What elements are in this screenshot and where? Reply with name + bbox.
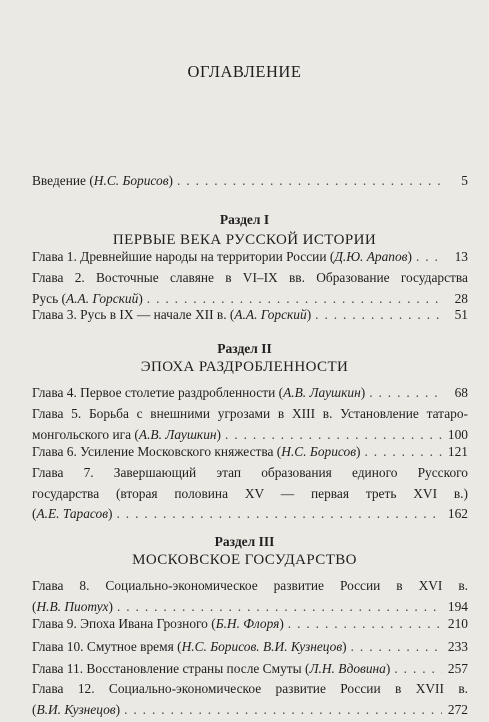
entry-author: Л.Н. Вдовина: [309, 661, 386, 676]
dot-leader: [124, 700, 442, 721]
entry-text: Глава 8. Социально-экономическое развитие России в XVI в.: [32, 578, 468, 593]
entry-text: монгольского ига (: [32, 426, 139, 442]
entry-author: Н.С. Борисов. В.И. Кузнецов: [181, 639, 343, 654]
toc-entry[interactable]: Глава 11. Восстановление страны после Смуты (Л.Н. Вдовина) . . . 257: [32, 659, 468, 680]
dot-leader: [351, 637, 442, 658]
entry-text: Глава 6. Усиление Московского княжества (: [32, 444, 282, 459]
toc-entry[interactable]: Глава 6. Усиление Московского княжества (Н.С. Борисов) . . . 121: [32, 442, 468, 463]
entry-author: А.Е. Тарасов: [36, 506, 109, 521]
page-number: 51: [454, 307, 468, 322]
entry-text: Глава 2. Восточные славяне в VI–IX вв. Образование государства: [32, 270, 468, 285]
page-number: 257: [447, 661, 468, 676]
entry-author: Н.С. Борисов: [93, 173, 169, 188]
dot-leader: [416, 247, 442, 268]
dot-leader: [288, 614, 442, 635]
entry-author: А.В. Лаушкин: [283, 385, 361, 400]
page-number: 13: [454, 249, 468, 264]
toc-entry[interactable]: Глава 1. Древнейшие народы на территории России (Д.Ю. Арапов) . . . 13: [32, 247, 468, 268]
entry-label: Введение: [32, 173, 86, 188]
page-number: 121: [447, 444, 468, 459]
entry-text: Глава 12. Социально-экономическое развитие России в XVII в.: [32, 681, 468, 696]
page-number: 5: [461, 173, 468, 188]
entry-author: Н.В. Пиотух: [36, 598, 109, 614]
section-label: Раздел I: [219, 212, 270, 227]
section-title: ПЕРВЫЕ ВЕКА РУССКОЙ ИСТОРИИ: [112, 232, 377, 248]
entry-text: государства (вторая половина XV — первая треть XVI в.): [32, 485, 468, 501]
entry-text: (: [32, 506, 37, 521]
page-number: 100: [447, 426, 468, 442]
section-label: Раздел III: [214, 534, 275, 549]
entry-text: Глава 11. Восстановление страны после Смуты (: [32, 661, 310, 676]
toc-entry[interactable]: Глава 4. Первое столетие раздробленности (А.В. Лаушкин) . . . 68: [32, 383, 468, 404]
entry-author: А.В. Лаушкин: [138, 426, 217, 442]
page-title: ОГЛАВЛЕНИЕ: [187, 62, 302, 81]
entry-text: (: [32, 598, 37, 614]
entry-author: В.И. Кузнецов: [36, 701, 116, 717]
toc-entry[interactable]: Глава 9. Эпоха Ивана Грозного (Б.Н. Флоря) . . . 210: [32, 614, 468, 635]
entry-text: Глава 1. Древнейшие народы на территории России (: [32, 249, 335, 264]
entry-text: (: [32, 701, 37, 717]
page-number: 194: [447, 598, 468, 614]
page-number: 272: [447, 701, 468, 717]
entry-text: Глава 10. Смутное время (: [32, 639, 182, 654]
section-title: МОСКОВСКОЕ ГОСУДАРСТВО: [132, 552, 357, 568]
page-number: 210: [447, 616, 468, 631]
toc-entry[interactable]: Глава 12. Социально-экономическое развитие России в XVII в. (В.И. Кузнецов) . . . 272: [32, 679, 468, 720]
toc-entry[interactable]: Глава 5. Борьба с внешними угрозами в XIII в. Установление татаро- монгольского ига (А.В. Лаушкин) . . . 100: [32, 404, 468, 445]
dot-leader: [365, 442, 443, 463]
section-title: ЭПОХА РАЗДРОБЛЕННОСТИ: [140, 359, 349, 375]
entry-author: А.А. Горский: [234, 307, 307, 322]
toc-entry[interactable]: Глава 8. Социально-экономическое развитие России в XVI в. (Н.В. Пиотух) . . . 194: [32, 576, 468, 617]
entry-text: Глава 7. Завершающий этап образования единого Русского: [32, 465, 468, 480]
entry-text: Глава 4. Первое столетие раздробленности (: [32, 385, 284, 400]
dot-leader: [369, 383, 442, 404]
toc-entry[interactable]: Глава 10. Смутное время (Н.С. Борисов. В.И. Кузнецов) . . . 233: [32, 637, 468, 658]
page-number: 162: [447, 506, 468, 521]
section-label: Раздел II: [217, 341, 272, 356]
entry-author: Б.Н. Флоря: [215, 616, 280, 631]
entry-author: А.А. Горский: [66, 290, 139, 306]
entry-author: Д.Ю. Арапов: [334, 249, 408, 264]
dot-leader: [177, 171, 442, 192]
entry-text: Глава 3. Русь в IX — начале XII в. (: [32, 307, 235, 322]
dot-leader: [394, 659, 442, 680]
entry-text: Глава 9. Эпоха Ивана Грозного (: [32, 616, 216, 631]
dot-leader: [315, 305, 442, 326]
page-number: 28: [454, 290, 468, 306]
toc-entry-intro[interactable]: Введение (Н.С. Борисов) . . . 5: [32, 171, 468, 192]
dot-leader: [117, 504, 442, 525]
entry-text: Глава 5. Борьба с внешними угрозами в XIII в. Установление татаро-: [32, 406, 468, 421]
page-number: 233: [447, 639, 468, 654]
toc-entry[interactable]: Глава 2. Восточные славяне в VI–IX вв. Образование государства Русь (А.А. Горский) . . . 28: [32, 268, 468, 309]
entry-text: Русь (: [32, 290, 66, 306]
toc-entry[interactable]: Глава 7. Завершающий этап образования единого Русского государства (вторая половина XV — первая треть XVI в.) (А.Е. Тарасов) . . . 162: [32, 463, 468, 525]
page-number: 68: [454, 385, 468, 400]
toc-entry[interactable]: Глава 3. Русь в IX — начале XII в. (А.А. Горский) . . . 51: [32, 305, 468, 326]
entry-author: Н.С. Борисов: [281, 444, 357, 459]
